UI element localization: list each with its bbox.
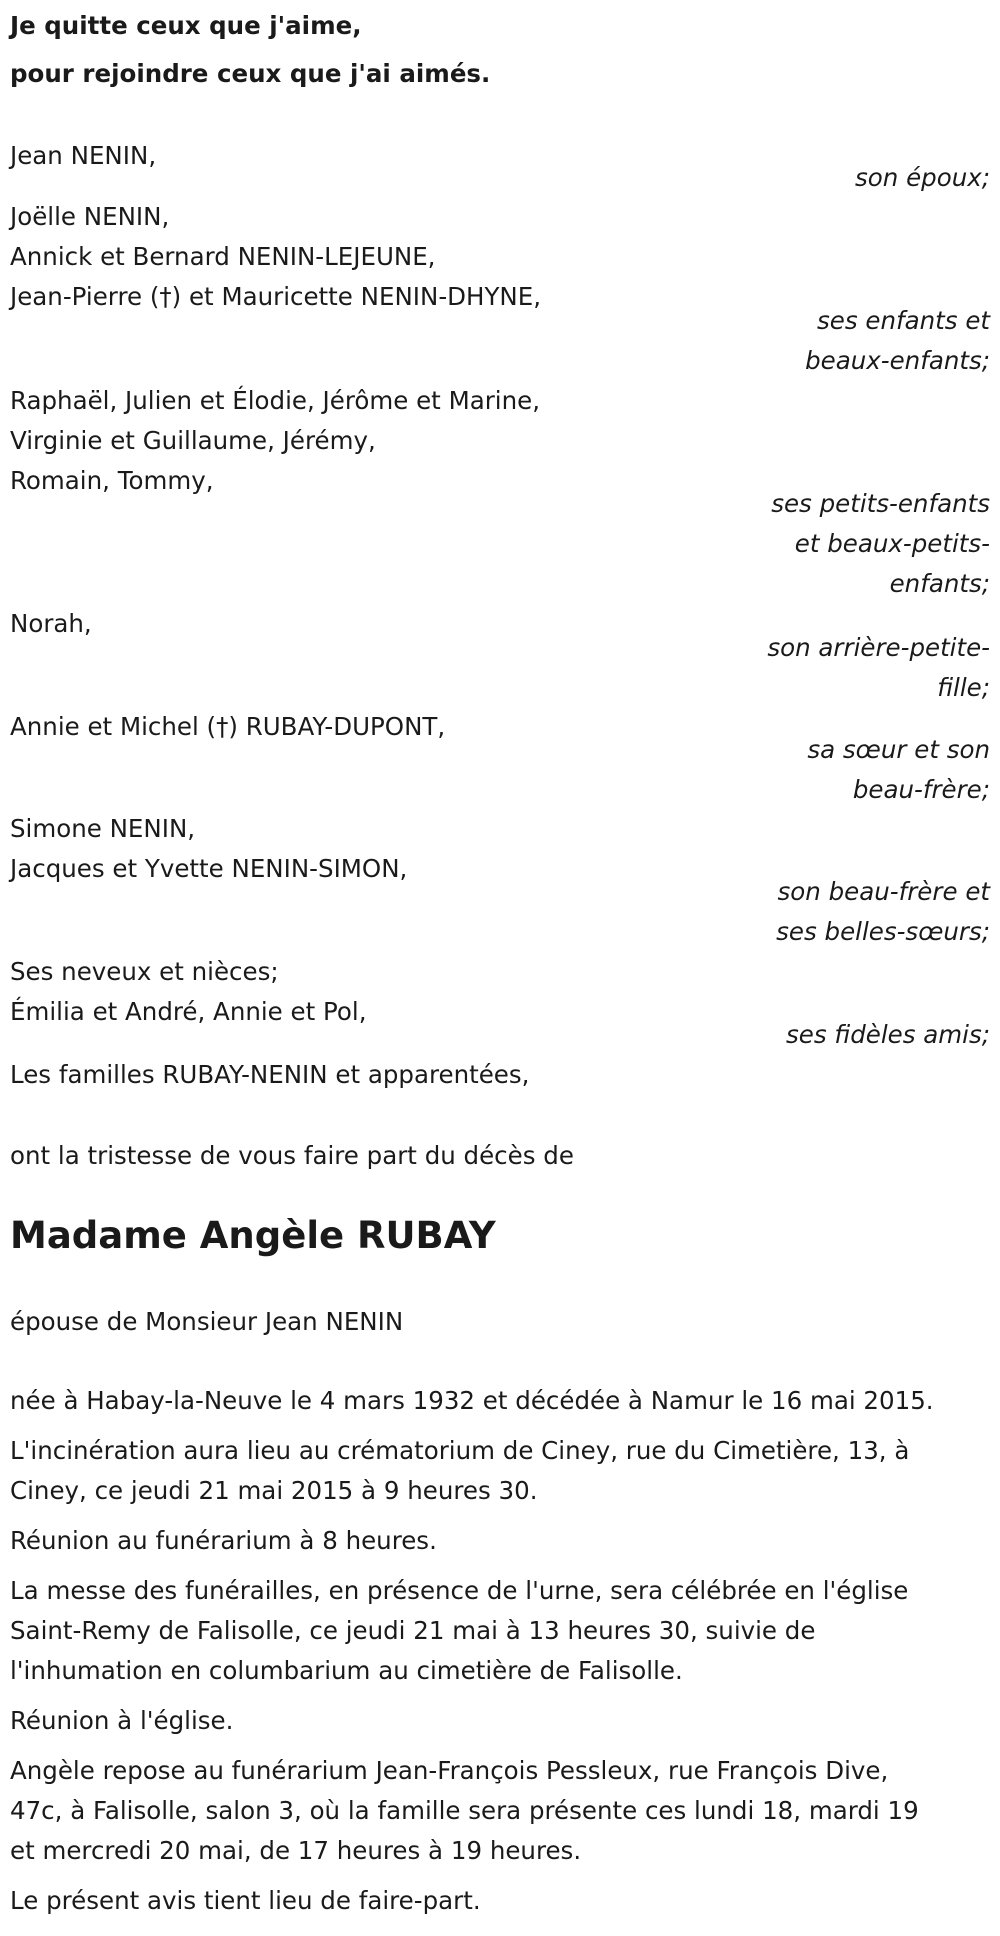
rest-line-1: Angèle repose au funérarium Jean-François Pessleux, rue François Dive, <box>10 1756 889 1785</box>
child-name-3: Jean-Pierre (†) et Mauricette NENIN-DHYNE, <box>10 282 542 311</box>
incineration-line-2: Ciney, ce jeudi 21 mai 2015 à 9 heures 30. <box>10 1476 538 1505</box>
mass-line-3: l'inhumation en columbarium au cimetière de Falisolle. <box>10 1656 683 1685</box>
announcement-line: ont la tristesse de vous faire part du décès de <box>10 1141 574 1170</box>
incineration-line-1: L'incinération aura lieu au crématorium de Ciney, rue du Cimetière, 13, à <box>10 1436 910 1465</box>
sister-role <box>807 730 990 810</box>
rest-line-2: 47c, à Falisolle, salon 3, où la famille sera présente ces lundi 18, mardi 19 <box>10 1796 919 1825</box>
child-name-2: Annick et Bernard NENIN-LEJEUNE, <box>10 242 436 271</box>
great-grandchild-role <box>767 628 990 708</box>
nephews-line: Ses neveux et nièces; <box>10 957 279 986</box>
grandchild-name-3: Romain, Tommy, <box>10 466 214 495</box>
birth-death-line: née à Habay-la-Neuve le 4 mars 1932 et décédée à Namur le 16 mai 2015. <box>10 1386 934 1415</box>
quote-line-1: Je quitte ceux que j'aime, <box>10 11 362 40</box>
grandchild-name-1: Raphaël, Julien et Élodie, Jérôme et Marine, <box>10 386 540 415</box>
reunion-funerarium-line: Réunion au funérarium à 8 heures. <box>10 1526 437 1555</box>
sister-name: Annie et Michel (†) RUBAY-DUPONT, <box>10 712 446 741</box>
role-line: ses fidèles amis; <box>786 1020 990 1049</box>
friends-role <box>786 1015 990 1055</box>
spouse-line: épouse de Monsieur Jean NENIN <box>10 1307 404 1336</box>
spouse-name: Jean NENIN, <box>10 141 157 170</box>
reunion-church-line: Réunion à l'église. <box>10 1706 234 1735</box>
mass-line-2: Saint-Remy de Falisolle, ce jeudi 21 mai à 13 heures 30, suivie de <box>10 1616 816 1645</box>
great-grandchild-name: Norah, <box>10 609 92 638</box>
rest-line-3: et mercredi 20 mai, de 17 heures à 19 heures. <box>10 1836 582 1865</box>
friends-line: Émilia et André, Annie et Pol, <box>10 997 367 1026</box>
grandchildren-role <box>771 484 990 604</box>
children-role <box>805 301 990 381</box>
families-line: Les familles RUBAY-NENIN et apparentées, <box>10 1060 530 1089</box>
role-line: ses belles-sœurs; <box>776 917 990 946</box>
spouse-role <box>855 158 990 198</box>
grandchild-name-2: Virginie et Guillaume, Jérémy, <box>10 426 376 455</box>
in-law-name-2: Jacques et Yvette NENIN-SIMON, <box>10 854 408 883</box>
deceased-name: Madame Angèle RUBAY <box>10 1214 496 1257</box>
in-laws-role <box>776 872 990 952</box>
role-line: fille; <box>937 673 990 702</box>
role-line: ses enfants et <box>817 306 990 335</box>
quote-line-2: pour rejoindre ceux que j'ai aimés. <box>10 59 491 88</box>
role-line: son époux; <box>855 163 990 192</box>
in-law-name-1: Simone NENIN, <box>10 814 196 843</box>
role-line: sa sœur et son <box>807 735 990 764</box>
mass-line-1: La messe des funérailles, en présence de l'urne, sera célébrée en l'église <box>10 1576 909 1605</box>
role-line: beau-frère; <box>852 775 990 804</box>
role-line: son beau-frère et <box>777 877 990 906</box>
child-name-1: Joëlle NENIN, <box>10 202 170 231</box>
role-line: ses petits-enfants <box>771 489 990 518</box>
role-line: enfants; <box>889 569 990 598</box>
closing-line: Le présent avis tient lieu de faire-part. <box>10 1886 481 1915</box>
role-line: et beaux-petits- <box>794 529 990 558</box>
role-line: beaux-enfants; <box>805 346 990 375</box>
role-line: son arrière-petite- <box>767 633 990 662</box>
